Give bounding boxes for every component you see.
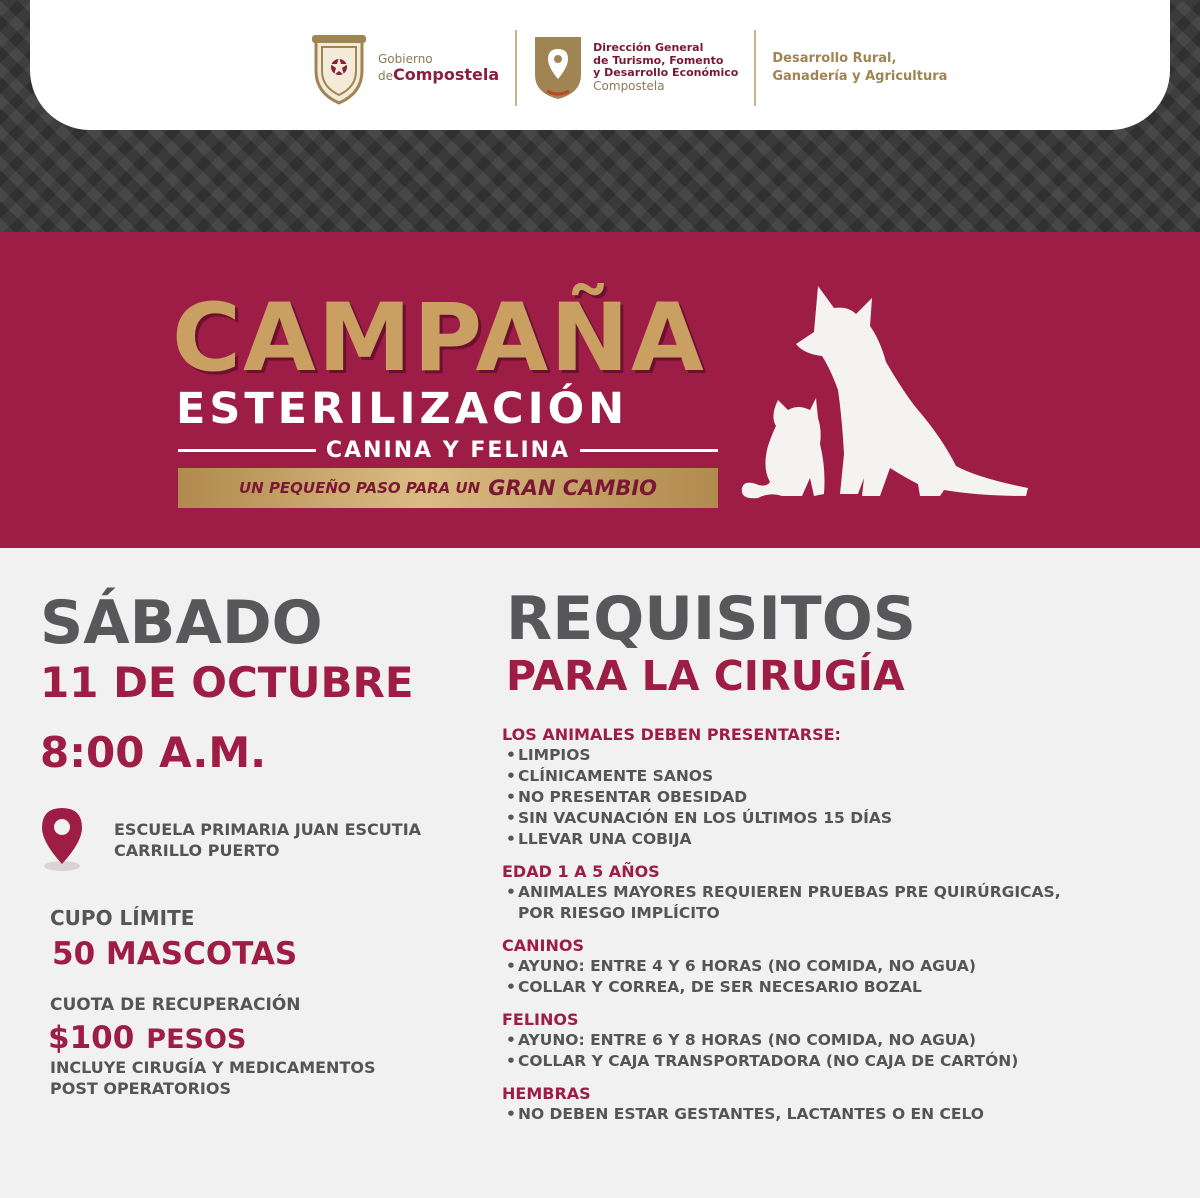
list-item: • COLLAR Y CORREA, DE SER NECESARIO BOZAL <box>502 977 1182 998</box>
section-list-presentarse <box>502 745 1182 850</box>
section-title-presentarse: LOS ANIMALES DEBEN PRESENTARSE: <box>502 725 841 744</box>
cuota-amount: $100 <box>48 1020 135 1056</box>
content-area <box>0 548 1200 1198</box>
event-day: SÁBADO <box>40 588 323 658</box>
section-title-edad: EDAD 1 A 5 AÑOS <box>502 862 660 881</box>
turismo-line3: y Desarrollo Económico <box>593 66 739 80</box>
section-title-caninos: CANINOS <box>502 936 584 955</box>
gobierno-compostela-logo <box>308 31 499 105</box>
cuota-value <box>48 1020 246 1056</box>
cupo-label: CUPO LÍMITE <box>50 906 195 930</box>
requirements-subtitle: PARA LA CIRUGÍA <box>506 652 905 700</box>
crest-icon <box>308 31 370 105</box>
desarrollo-rural-logo <box>772 50 947 85</box>
event-time: 8:00 A.M. <box>40 728 267 777</box>
canina-felina-label: CANINA Y FELINA <box>325 438 571 463</box>
turismo-line2: de Turismo, Fomento <box>593 53 724 67</box>
turismo-logo <box>533 35 738 101</box>
list-item: • NO DEBEN ESTAR GESTANTES, LACTANTES O EN CELO <box>502 1104 1182 1125</box>
rule-left <box>178 449 316 452</box>
location-pin-icon <box>40 806 84 872</box>
list-item: • NO PRESENTAR OBESIDAD <box>502 787 1182 808</box>
desarrollo-line2: Ganadería y Agricultura <box>772 69 948 84</box>
cuota-note-line1: INCLUYE CIRUGÍA Y MEDICAMENTOS <box>50 1058 376 1077</box>
desarrollo-line1: Desarrollo Rural, <box>772 51 897 67</box>
event-location <box>114 820 459 862</box>
dog-cat-silhouette <box>730 278 1040 508</box>
requirements-body <box>502 724 1182 1136</box>
logo-divider <box>515 30 517 106</box>
canina-row <box>178 438 718 463</box>
compostela-label: Compostela <box>393 64 500 84</box>
list-item: • SIN VACUNACIÓN EN LOS ÚLTIMOS 15 DÍAS <box>502 808 1182 829</box>
section-title-hembras: HEMBRAS <box>502 1084 591 1103</box>
section-list-edad <box>502 882 1182 924</box>
list-item: • LIMPIOS <box>502 745 1182 766</box>
section-title-felinos: FELINOS <box>502 1010 579 1029</box>
list-item: • COLLAR Y CAJA TRANSPORTADORA (NO CAJA DE CARTÓN) <box>502 1051 1182 1072</box>
gobierno-de: de <box>378 68 393 83</box>
logos-row <box>308 28 947 108</box>
list-item: • AYUNO: ENTRE 4 Y 6 HORAS (NO COMIDA, NO AGUA) <box>502 956 1182 977</box>
campaign-title: CAMPAÑA <box>172 284 706 393</box>
section-list-caninos <box>502 956 1182 998</box>
gobierno-label: Gobierno <box>378 51 433 66</box>
cuota-label: CUOTA DE RECUPERACIÓN <box>50 995 301 1015</box>
campaign-banner <box>0 232 1200 548</box>
list-item: • LLEVAR UNA COBIJA <box>502 829 1182 850</box>
logo-divider-2 <box>754 30 756 106</box>
location-line2: CARRILLO PUERTO <box>114 840 280 860</box>
section-list-hembras <box>502 1104 1182 1125</box>
turismo-sub: Compostela <box>593 79 665 94</box>
event-date: 11 DE OCTUBRE <box>40 658 414 707</box>
requirements-title: REQUISITOS <box>506 584 916 654</box>
list-item: • CLÍNICAMENTE SANOS <box>502 766 1182 787</box>
campaign-subtitle: ESTERILIZACIÓN <box>176 384 629 434</box>
list-item: • ANIMALES MAYORES REQUIEREN PRUEBAS PRE QUIRÚRGICAS, <box>502 882 1182 903</box>
cuota-unit: PESOS <box>146 1024 247 1055</box>
section-list-felinos <box>502 1030 1182 1072</box>
cupo-value: 50 MASCOTAS <box>52 936 298 972</box>
list-item: • AYUNO: ENTRE 6 Y 8 HORAS (NO COMIDA, NO AGUA) <box>502 1030 1182 1051</box>
rule-right <box>580 449 718 452</box>
turismo-line1: Dirección General <box>593 41 704 55</box>
location-line1: ESCUELA PRIMARIA JUAN ESCUTIA <box>114 820 422 839</box>
cuota-note <box>50 1058 460 1100</box>
slogan-bar <box>178 468 718 508</box>
list-item-continuation: POR RIESGO IMPLÍCITO <box>518 904 720 922</box>
slogan-part-a: UN PEQUEÑO PASO PARA UN <box>238 479 481 497</box>
cuota-note-line2: POST OPERATORIOS <box>50 1078 231 1098</box>
slogan-part-b: GRAN CAMBIO <box>488 476 658 500</box>
top-pattern-band <box>0 0 1200 232</box>
pin-shield-icon <box>533 35 583 101</box>
